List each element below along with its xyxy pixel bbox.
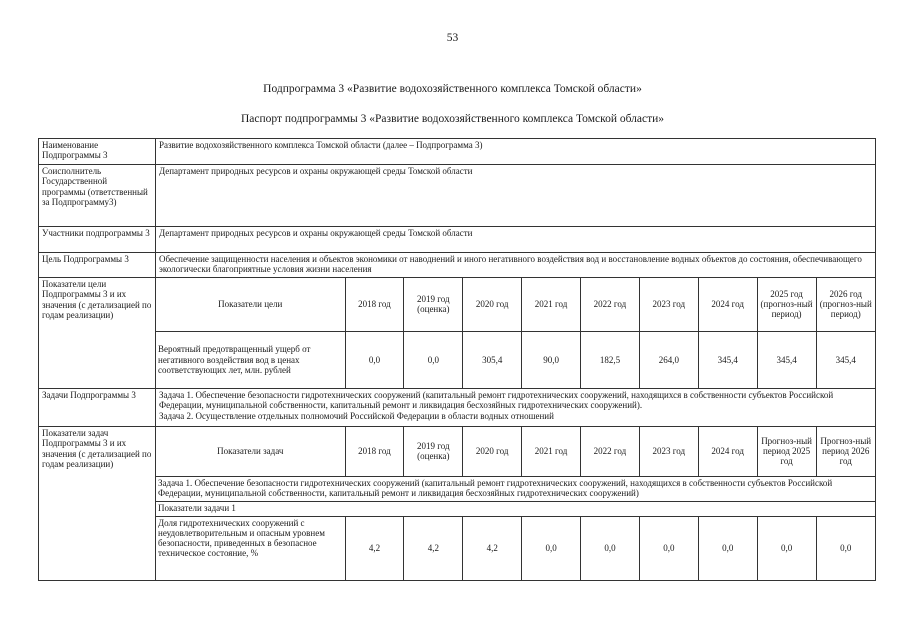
row-label: Цель Подпрограммы 3 bbox=[39, 253, 156, 278]
goal-indicators-header bbox=[156, 278, 875, 331]
row-value: Департамент природных ресурсов и охраны окружающей среды Томской области bbox=[156, 165, 876, 227]
header-cell: 2019 год (оценка) bbox=[404, 427, 463, 476]
header-cell: Показатели задач bbox=[156, 427, 345, 476]
indicator-value: 0,0 bbox=[404, 331, 463, 388]
row-value: Департамент природных ресурсов и охраны окружающей среды Томской области bbox=[156, 227, 876, 253]
header-cell: Показатели цели bbox=[156, 278, 345, 331]
row-label: Показатели задач Подпрограммы 3 и их значения (с детализацией по годам реализации) bbox=[39, 427, 156, 581]
indicator-value: 182,5 bbox=[581, 331, 640, 388]
header-cell: Прогноз-ный период 2025 год bbox=[757, 427, 816, 476]
indicator-name: Доля гидротехнических сооружений с неудовлетворительным и опасным уровнем безопасности, приведенных в безопасное техническое состояние, % bbox=[156, 516, 345, 580]
task-indicators-header bbox=[156, 427, 875, 476]
task-indicators-cell bbox=[156, 427, 876, 581]
row-task-indicators bbox=[39, 427, 876, 581]
header-cell: 2023 год bbox=[639, 427, 698, 476]
header-cell: 2018 год bbox=[345, 278, 404, 331]
row-participants bbox=[39, 227, 876, 253]
task-1-text: Задача 1. Обеспечение безопасности гидротехнических сооружений (капитальный ремонт гидротехнических сооружений, находящихся в собственности субъектов Российской Федерации, муниципальной собственности, капитальный ремонт и ликвидация бесхозяйных гидротехнических сооружений) bbox=[156, 476, 875, 501]
header-cell: 2024 год bbox=[698, 427, 757, 476]
header-cell: 2021 год bbox=[522, 278, 581, 331]
header-cell: 2025 год (прогноз-ный период) bbox=[757, 278, 816, 331]
subprogram-title: Подпрограмма 3 «Развитие водохозяйственного комплекса Томской области» bbox=[263, 83, 642, 95]
indicator-value: 90,0 bbox=[522, 331, 581, 388]
indicator-value: 345,4 bbox=[698, 331, 757, 388]
goal-indicators-cell bbox=[156, 278, 876, 389]
page-number: 53 bbox=[446, 32, 459, 44]
row-value: Обеспечение защищенности населения и объектов экономики от наводнений и иного негативного воздействия вод и восстановление водных объектов до состояния, обеспечивающего экологически благоприятные условия жизни населения bbox=[156, 253, 876, 278]
task-2-text: Задача 2. Осуществление отдельных полномочий Российской Федерации в области водных отношений bbox=[159, 410, 554, 421]
indicator-value: 0,0 bbox=[639, 516, 698, 580]
row-name bbox=[39, 139, 876, 165]
header-cell: Прогноз-ный период 2026 год bbox=[816, 427, 875, 476]
task-1-subheader: Показатели задачи 1 bbox=[156, 501, 875, 516]
row-goal-indicators bbox=[39, 278, 876, 389]
task-indicators-table bbox=[156, 427, 875, 580]
task-1-row bbox=[156, 476, 875, 501]
header-cell: 2026 год (прогноз-ный период) bbox=[816, 278, 875, 331]
indicator-value: 0,0 bbox=[345, 331, 404, 388]
header-cell: 2020 год bbox=[463, 278, 522, 331]
row-value: Развитие водохозяйственного комплекса Томской области (далее – Подпрограмма 3) bbox=[156, 139, 876, 165]
header-cell: 2022 год bbox=[581, 278, 640, 331]
row-tasks bbox=[39, 389, 876, 427]
row-label: Показатели цели Подпрограммы 3 и их значения (с детализацией по годам реализации) bbox=[39, 278, 156, 389]
passport-table bbox=[38, 138, 876, 581]
indicator-name: Вероятный предотвращенный ущерб от негативного воздействия вод в ценах соответствующих лет, млн. рублей bbox=[156, 331, 345, 388]
header-cell: 2021 год bbox=[522, 427, 581, 476]
row-label: Соисполнитель Государственной программы (ответственный за Подпрограмму3) bbox=[39, 165, 156, 227]
indicator-value: 4,2 bbox=[345, 516, 404, 580]
indicator-value: 4,2 bbox=[463, 516, 522, 580]
indicator-value: 264,0 bbox=[639, 331, 698, 388]
indicator-value: 0,0 bbox=[816, 516, 875, 580]
goal-indicators-table bbox=[156, 278, 875, 388]
indicator-value: 345,4 bbox=[816, 331, 875, 388]
row-coexecutor bbox=[39, 165, 876, 227]
header-cell: 2024 год bbox=[698, 278, 757, 331]
row-label: Задачи Подпрограммы 3 bbox=[39, 389, 156, 427]
header-cell: 2020 год bbox=[463, 427, 522, 476]
task-indicator-row bbox=[156, 516, 875, 580]
row-value bbox=[156, 389, 876, 427]
task-1-text: Задача 1. Обеспечение безопасности гидротехнических сооружений (капитальный ремонт гидротехнических сооружений, находящихся в собственности субъектов Российской Федерации, муниципальной собственности, капитальный ремонт и ликвидация бесхозяйных гидротехнических сооружений). bbox=[159, 390, 834, 411]
indicator-value: 305,4 bbox=[463, 331, 522, 388]
task-1-subheader-row bbox=[156, 501, 875, 516]
indicator-value: 0,0 bbox=[757, 516, 816, 580]
header-cell: 2019 год (оценка) bbox=[404, 278, 463, 331]
indicator-value: 0,0 bbox=[581, 516, 640, 580]
row-label: Наименование Подпрограммы 3 bbox=[39, 139, 156, 165]
goal-indicator-row bbox=[156, 331, 875, 388]
row-goal bbox=[39, 253, 876, 278]
row-label: Участники подпрограммы 3 bbox=[39, 227, 156, 253]
header-cell: 2018 год bbox=[345, 427, 404, 476]
indicator-value: 345,4 bbox=[757, 331, 816, 388]
indicator-value: 0,0 bbox=[698, 516, 757, 580]
indicator-value: 0,0 bbox=[522, 516, 581, 580]
header-cell: 2022 год bbox=[581, 427, 640, 476]
header-cell: 2023 год bbox=[639, 278, 698, 331]
indicator-value: 4,2 bbox=[404, 516, 463, 580]
passport-title: Паспорт подпрограммы 3 «Развитие водохозяйственного комплекса Томской области» bbox=[240, 113, 665, 125]
